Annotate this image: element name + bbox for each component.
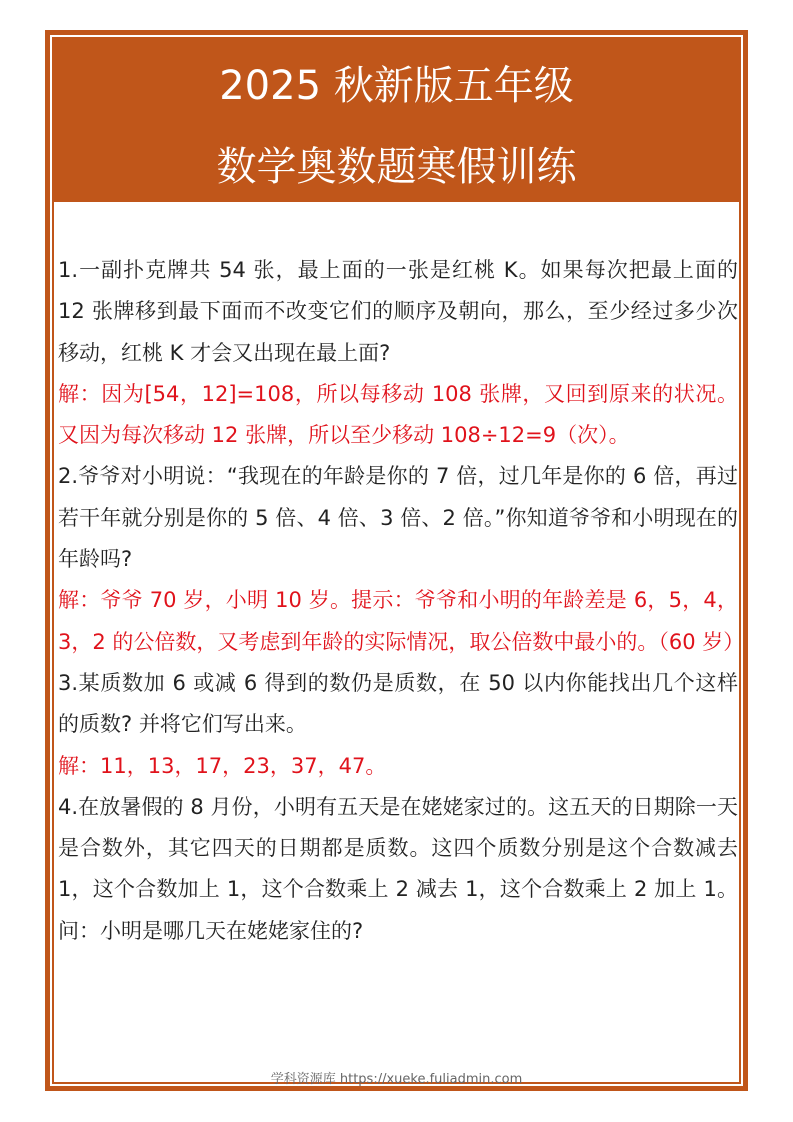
problem-4-question: 4.在放暑假的 8 月份，小明有五天是在姥姥家过的。这五天的日期除一天是合数外，其它四天的日期都是质数。这四个质数分别是这个合数减去 1，这个合数加上 1，这个合数乘上 2 减去 1，这个合数乘上 2 加上 1。问：小明是哪几天在姥姥家住的? <box>58 794 738 943</box>
problem-1-answer: 解：因为[54，12]=108，所以每移动 108 张牌，又回到原来的状况。又因为每次移动 12 张牌，所以至少移动 108÷12=9（次）。 <box>58 381 738 448</box>
problem-3-answer: 解：11，13，17，23，37，47。 <box>58 753 387 778</box>
problem-1-question: 1.一副扑克牌共 54 张，最上面的一张是红桃 K。如果每次把最上面的 12 张牌移到最下面而不改变它们的顺序及朝向，那么，至少经过多少次移动，红桃 K 才会又出现在最上面? <box>58 258 738 365</box>
page-title-line-1: 2025 秋新版五年级 <box>219 63 574 109</box>
footer-watermark: 学科资源库 https://xueke.fuliadmin.com <box>270 1072 523 1087</box>
page-title-line-2: 数学奥数题寒假训练 <box>216 144 577 190</box>
problem-2-question: 2.爷爷对小明说：“我现在的年龄是你的 7 倍，过几年是你的 6 倍，再过若干年就分别是你的 5 倍、4 倍、3 倍、2 倍。”你知道爷爷和小明现在的年龄吗? <box>58 464 738 572</box>
problem-3-question: 3.某质数加 6 或减 6 得到的数仍是质数，在 50 以内你能找出几个这样的质数? 并将它们写出来。 <box>58 670 738 737</box>
problem-list <box>58 250 745 952</box>
title-banner <box>54 39 739 202</box>
problem-2-answer: 解：爷爷 70 岁，小明 10 岁。提示：爷爷和小明的年龄差是 6，5，4，3，2 的公倍数，又考虑到年龄的实际情况，取公倍数中最小的。（60 岁） <box>58 588 745 654</box>
